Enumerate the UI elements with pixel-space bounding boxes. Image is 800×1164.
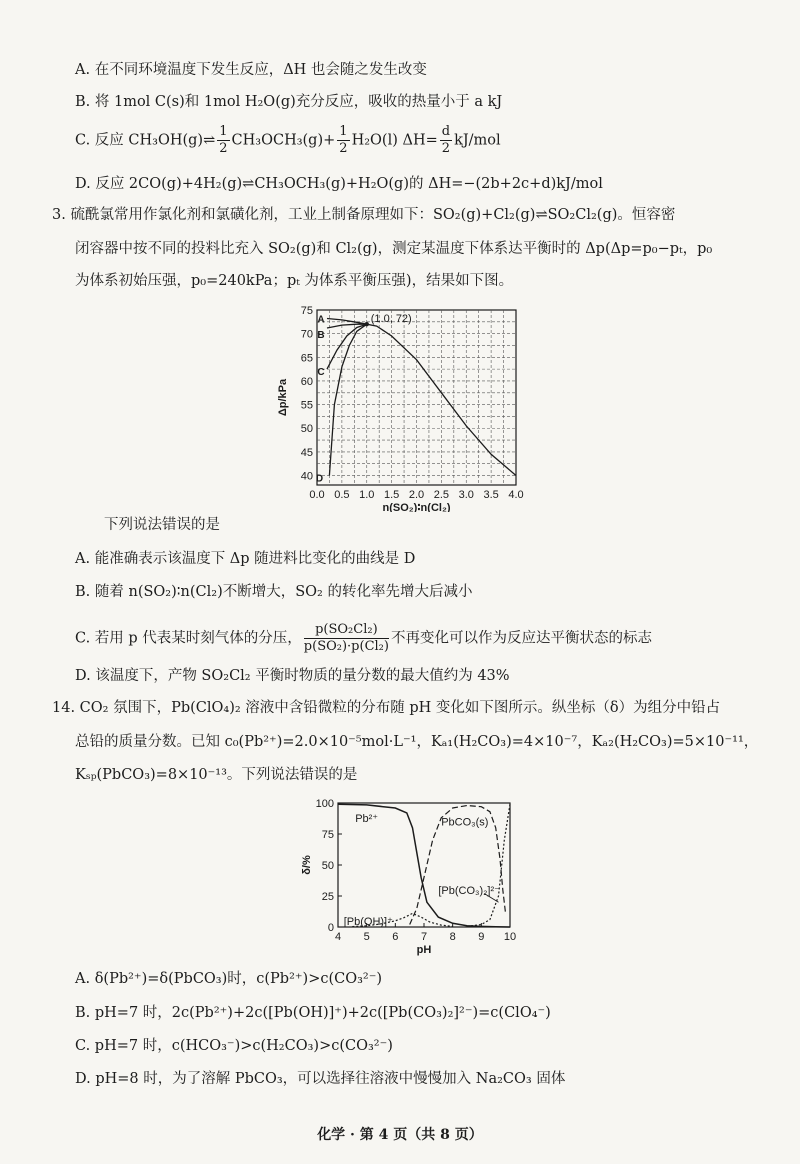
- page-footer: 化学 · 第 4 页（共 8 页）: [317, 1127, 483, 1143]
- chart1-curve-label-A: A: [317, 314, 325, 326]
- chart1-xtick-label: 2.0: [408, 489, 425, 501]
- chart1-xtick-label: 2.5: [433, 489, 450, 501]
- q12-option-a: A. 在不同环境温度下发生反应，ΔH 也会随之发生改变: [75, 62, 427, 78]
- q12-option-b: B. 将 1mol C(s)和 1mol H₂O(g)充分反应，吸收的热量小于 a kJ: [75, 94, 503, 110]
- chart1-ytick-label: 70: [300, 328, 313, 341]
- chart1-xlabel: n(SO₂)∶n(Cl₂): [382, 502, 451, 512]
- chart1-ytick-label: 40: [300, 470, 313, 483]
- chart2-xtick-label: 5: [363, 931, 370, 943]
- chart2-xtick-label: 4: [334, 931, 342, 943]
- chart1-curve-A: [327, 319, 367, 325]
- q12c-d-fraction: $\frac{d}{2}$: [441, 124, 451, 156]
- chart1-xtick-label: 0.0: [309, 489, 325, 501]
- chart2-ytick-label: 50: [321, 860, 334, 872]
- chart1-ytick-label: 75: [300, 305, 313, 317]
- chart1-ytick-label: 50: [300, 423, 313, 436]
- chart2-ytick-label: 25: [321, 891, 334, 903]
- chart2-label-pbco32: [Pb(CO₃)₂]²⁻: [438, 884, 500, 897]
- q13-option-d: D. 该温度下，产物 SO₂Cl₂ 平衡时物质的量分数的最大值约为 43%: [75, 668, 510, 684]
- chart2-ytick-label: 100: [315, 798, 334, 810]
- chart2-label-pb2plus: Pb²⁺: [355, 812, 379, 825]
- chart2-xtick-label: 8: [449, 931, 456, 943]
- chart1-xtick-label: 0.5: [334, 489, 350, 501]
- chart1-curve-label-D: D: [315, 473, 324, 485]
- q13-option-c-tail: 不再变化可以作为反应达平衡状态的标志: [390, 630, 652, 647]
- q13-stem-line3: 为体系初始压强，p₀=240kPa；pₜ 为体系平衡压强)，结果如下图。: [75, 273, 514, 289]
- q14-option-a: A. δ(Pb²⁺)=δ(PbCO₃)时，c(Pb²⁺)>c(CO₃²⁻): [75, 971, 383, 987]
- chart2-ytick-label: 0: [327, 922, 334, 934]
- q13c-fraction: $\frac{\text{p(SO₂Cl₂)}}{\text{p(SO₂)·p(Cl₂)}}$: [303, 622, 389, 654]
- q12-option-c: [75, 124, 501, 157]
- chart2-xlabel: pH: [416, 944, 432, 956]
- chart2-label-pbco3: PbCO₃(s): [441, 816, 489, 829]
- q13-stem-line1: 3. 硫酰氯常用作氯化剂和氯磺化剂，工业上制备原理如下：SO₂(g)+Cl₂(g)⇌SO₂Cl₂(g)。恒容密: [52, 207, 676, 223]
- chart2-xtick-label: 7: [420, 931, 428, 943]
- q13-chart: [272, 300, 532, 512]
- chart1-xtick-label: 4.0: [508, 489, 524, 501]
- chart1-ytick-label: 60: [300, 375, 313, 388]
- chart1-curve-label-C: C: [317, 367, 325, 379]
- q13-option-c: [75, 622, 652, 655]
- chart1-curve-C: [327, 324, 367, 369]
- chart2-ylabel: δ/%: [301, 855, 313, 875]
- q12c-half-fraction-2: $\frac{1}{2}$: [339, 124, 348, 156]
- chart1-ytick-label: 65: [300, 352, 313, 365]
- q14-stem-line1: 14. CO₂ 氛围下，Pb(ClO₄)₂ 溶液中含铅微粒的分布随 pH 变化如下图所示。纵坐标（δ）为组分中铅占: [52, 700, 721, 716]
- chart1-xtick-label: 1.5: [383, 489, 400, 501]
- q13-option-a: A. 能准确表示该温度下 Δp 随进料比变化的曲线是 D: [75, 551, 416, 567]
- q12-option-d: D. 反应 2CO(g)+4H₂(g)⇌CH₃OCH₃(g)+H₂O(g)的 ΔH=−(2b+2c+d)kJ/mol: [75, 176, 603, 192]
- q14-option-b: B. pH=7 时，2c(Pb²⁺)+2c([Pb(OH)]⁺)+2c([Pb(CO₃)₂]²⁻)=c(ClO₄⁻): [75, 1005, 551, 1021]
- chart2-xtick-label: 10: [503, 931, 517, 943]
- chart1-ytick-label: 55: [300, 399, 313, 412]
- chart1-peak-annotation: (1.0, 72): [370, 313, 412, 326]
- q14-stem-line2: 总铅的质量分数。已知 c₀(Pb²⁺)=2.0×10⁻⁵mol·L⁻¹，Kₐ₁(H₂CO₃)=4×10⁻⁷，Kₐ₂(H₂CO₃)=5×10⁻¹¹，: [75, 734, 759, 750]
- q14-chart: [300, 793, 540, 961]
- chart2-ytick-label: 75: [321, 829, 334, 841]
- q14-option-d: D. pH=8 时，为了溶解 PbCO₃，可以选择往溶液中慢慢加入 Na₂CO₃ 固体: [75, 1071, 566, 1087]
- q12c-half-fraction-1: $\frac{1}{2}$: [219, 124, 228, 156]
- q12c-unit: kJ/mol: [454, 132, 501, 149]
- q12c-mid1: CH₃OCH₃(g)+: [231, 132, 336, 149]
- q13-option-b: B. 随着 n(SO₂)∶n(Cl₂)不断增大，SO₂ 的转化率先增大后减小: [75, 584, 473, 600]
- chart1-curve-label-B: B: [317, 329, 325, 341]
- chart1-curve-D: [329, 324, 516, 475]
- chart1-xtick-label: 1.0: [359, 489, 375, 501]
- q13-question: 下列说法错误的是: [104, 517, 220, 533]
- chart2-label-pboh: [Pb(OH)]⁺: [343, 915, 393, 928]
- chart1-ylabel: Δp/kPa: [277, 378, 289, 417]
- chart2-xtick-label: 6: [392, 931, 399, 943]
- q13-stem-line2: 闭容器中按不同的投料比充入 SO₂(g)和 Cl₂(g)，测定某温度下体系达平衡时的 Δp(Δp=p₀−pₜ，p₀: [75, 241, 713, 257]
- q14-stem-line3: Kₛₚ(PbCO₃)=8×10⁻¹³。下列说法错误的是: [75, 767, 358, 783]
- chart2-xtick-label: 9: [478, 931, 485, 943]
- q13-option-c-text: C. 若用 p 代表某时刻气体的分压，: [75, 630, 302, 647]
- q14-option-c: C. pH=7 时，c(HCO₃⁻)>c(H₂CO₃)>c(CO₃²⁻): [75, 1038, 393, 1054]
- chart1-peak-point: [365, 322, 369, 326]
- q12c-mid2: H₂O(l) ΔH=: [351, 132, 438, 149]
- chart1-ytick-label: 45: [300, 446, 313, 459]
- chart1-xtick-label: 3.5: [483, 489, 499, 501]
- q12-option-c-text: C. 反应 CH₃OH(g)⇌: [75, 132, 216, 149]
- chart1-xtick-label: 3.0: [458, 489, 474, 501]
